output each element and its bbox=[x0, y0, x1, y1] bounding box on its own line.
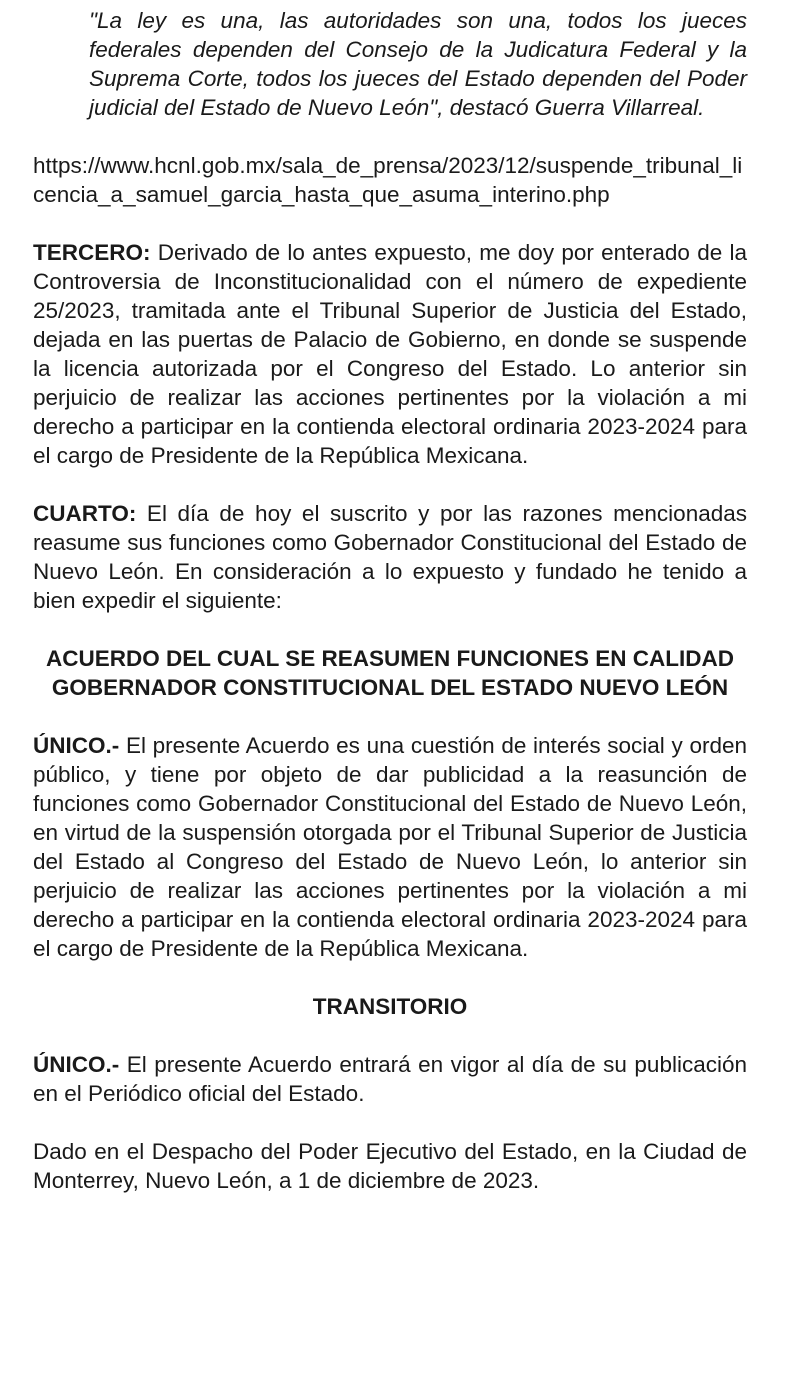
unico-lead-1: ÚNICO.- bbox=[33, 733, 120, 758]
tercero-text: Derivado de lo antes expuesto, me doy por enterado de la Controversia de Inconstitucionalidad con el número de expediente 25/2023, tramitada ante el Tribunal Superior de Justicia del Estado, dejada en las puertas de Palacio de Gobierno, en donde se suspende la licencia autorizada por el Congreso del Estado. Lo anterior sin perjuicio de realizar las acciones pertinentes por la violación a mi derecho a participar en la contienda electoral ordinaria 2023-2024 para el cargo de Presidente de la República Mexicana. bbox=[33, 240, 747, 468]
unico-paragraph-1 bbox=[33, 731, 747, 963]
unico-lead-2: ÚNICO.- bbox=[33, 1052, 120, 1077]
unico-text-2: El presente Acuerdo entrará en vigor al día de su publicación en el Periódico oficial del Estado. bbox=[33, 1052, 747, 1106]
document-page bbox=[33, 0, 747, 1195]
cuarto-paragraph bbox=[33, 499, 747, 615]
acuerdo-heading: ACUERDO DEL CUAL SE REASUMEN FUNCIONES EN CALIDAD GOBERNADOR CONSTITUCIONAL DEL ESTADO NUEVO LEÓN bbox=[46, 646, 734, 700]
closing-paragraph: Dado en el Despacho del Poder Ejecutivo del Estado, en la Ciudad de Monterrey, Nuevo León, a 1 de diciembre de 2023. bbox=[33, 1139, 747, 1193]
quote-paragraph: "La ley es una, las autoridades son una, todos los jueces federales dependen del Consejo de la Judicatura Federal y la Suprema Corte, todos los jueces del Estado dependen del Poder judicial del Estado de Nuevo León", destacó Guerra Villarreal. bbox=[89, 8, 747, 120]
tercero-lead: TERCERO: bbox=[33, 240, 151, 265]
source-url: https://www.hcnl.gob.mx/sala_de_prensa/2023/12/suspende_tribunal_licencia_a_samuel_garcia_hasta_que_asuma_interino.php bbox=[33, 153, 743, 207]
cuarto-lead: CUARTO: bbox=[33, 501, 137, 526]
cuarto-text: El día de hoy el suscrito y por las razones mencionadas reasume sus funciones como Gobernador Constitucional del Estado de Nuevo León. En consideración a lo expuesto y fundado he tenido a bien expedir el siguiente: bbox=[33, 501, 747, 613]
tercero-paragraph bbox=[33, 238, 747, 470]
unico-text-1: El presente Acuerdo es una cuestión de interés social y orden público, y tiene por objeto de dar publicidad a la reasunción de funciones como Gobernador Constitucional del Estado de Nuevo León, en virtud de la suspensión otorgada por el Tribunal Superior de Justicia del Estado al Congreso del Estado de Nuevo León, lo anterior sin perjuicio de realizar las acciones pertinentes por la violación a mi derecho a participar en la contienda electoral ordinaria 2023-2024 para el cargo de Presidente de la República Mexicana. bbox=[33, 733, 747, 961]
transitorio-heading: TRANSITORIO bbox=[312, 994, 468, 1019]
unico-paragraph-2 bbox=[33, 1050, 747, 1108]
